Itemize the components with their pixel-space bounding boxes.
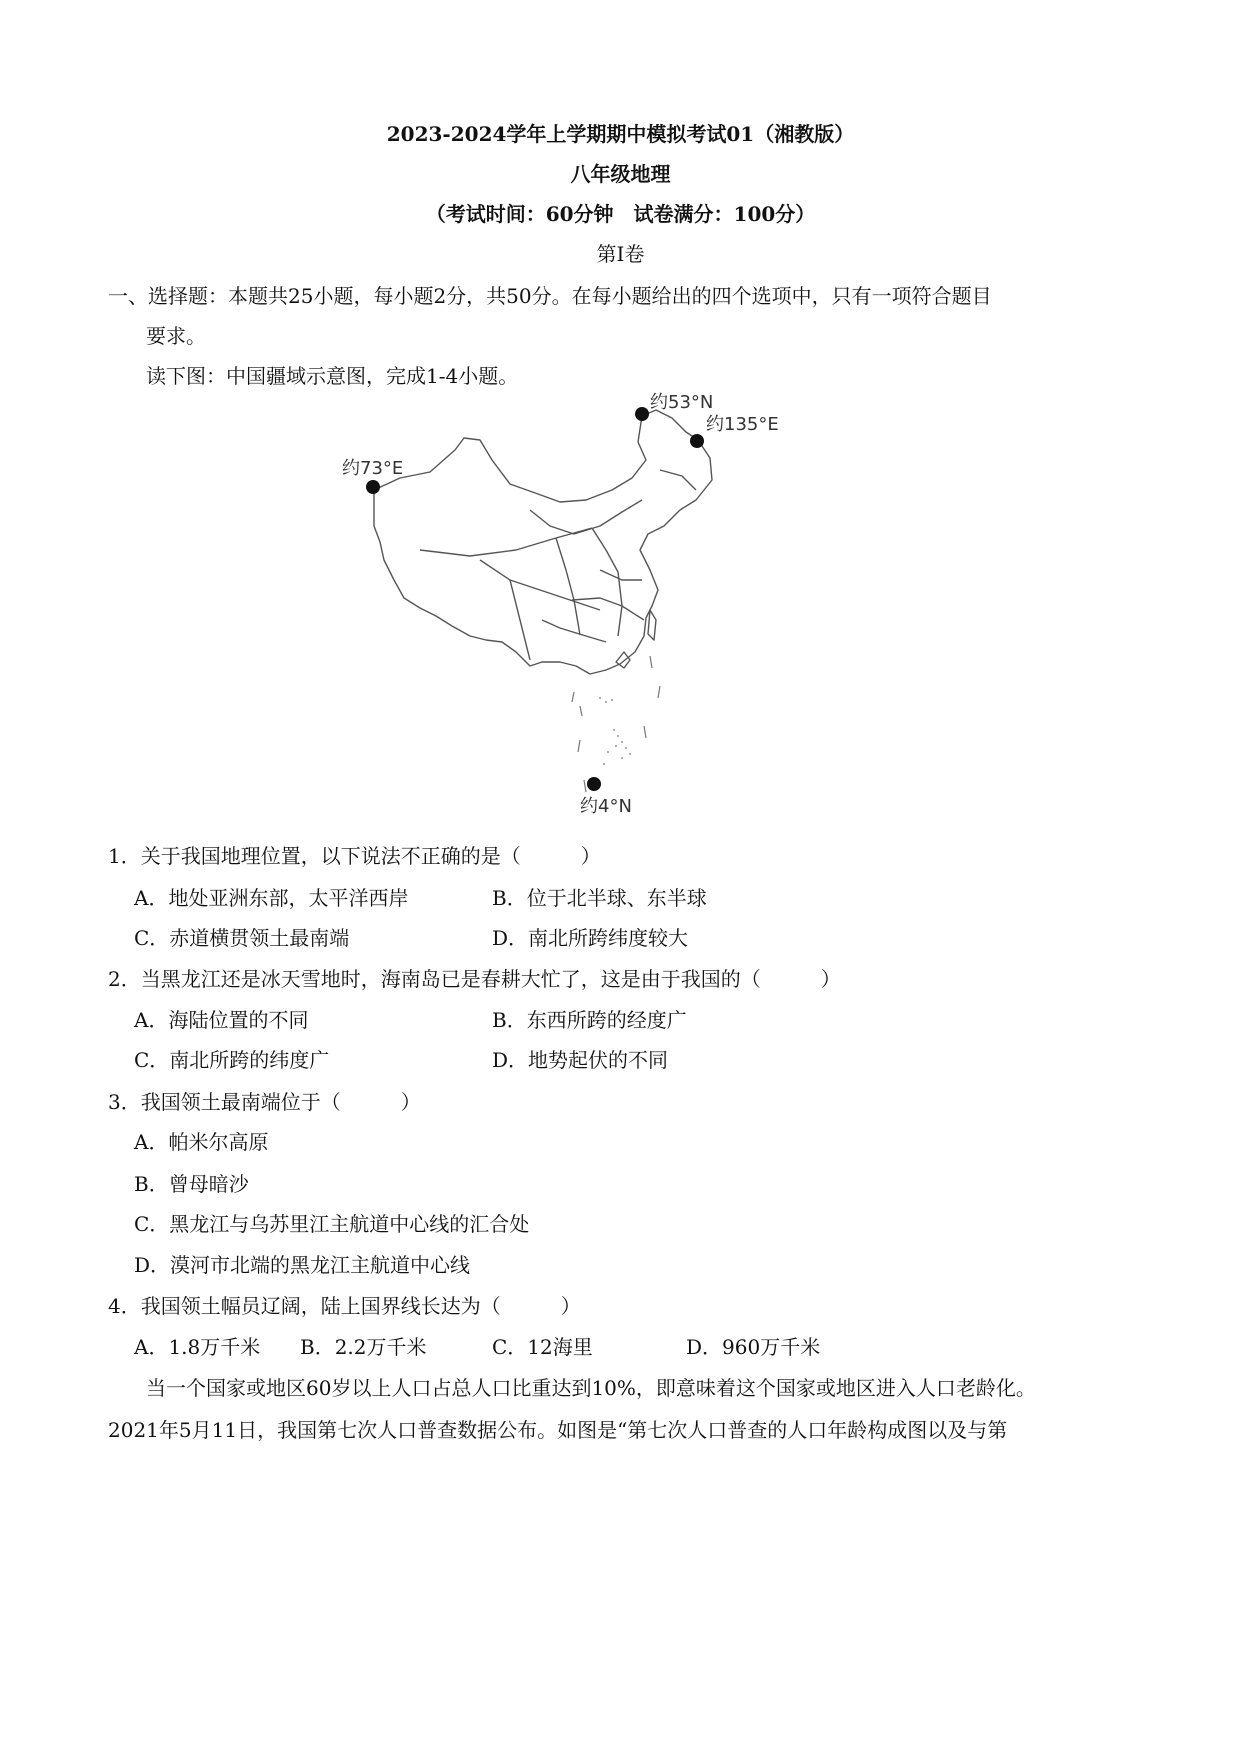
- question-1-stem: 1．关于我国地理位置，以下说法不正确的是（ ）: [108, 844, 601, 868]
- volume-heading: 第Ⅰ卷: [596, 242, 645, 266]
- question-1-option-d: D．南北所跨纬度较大: [492, 926, 689, 950]
- question-2-option-c: C．南北所跨的纬度广: [134, 1048, 330, 1072]
- question-1-option-b: B．位于北半球、东半球: [492, 886, 707, 910]
- question-1-option-a: A．地处亚洲东部，太平洋西岸: [134, 886, 409, 910]
- question-3-option-d: D．漠河市北端的黑龙江主航道中心线: [134, 1253, 471, 1277]
- south-label: 约4°N: [580, 796, 632, 817]
- question-4-option-a: A．1.8万千米: [134, 1335, 261, 1359]
- question-4-option-c: C．12海里: [492, 1335, 593, 1359]
- north-point-marker: [635, 407, 649, 421]
- question-3-option-b: B．曾母暗沙: [134, 1172, 249, 1196]
- east-label: 约135°E: [706, 414, 779, 435]
- exam-info: （考试时间：60分钟 试卷满分：100分）: [425, 202, 816, 226]
- passage-line-2: 2021年5月11日，我国第七次人口普查数据公布。如图是“第七次人口普查的人口年龄构成图以及与第: [108, 1418, 1008, 1442]
- section-instruction: 一、选择题：本题共25小题，每小题2分，共50分。在每小题给出的四个选项中，只有一项符合题目: [108, 284, 992, 308]
- question-3-option-c: C．黑龙江与乌苏里江主航道中心线的汇合处: [134, 1212, 530, 1236]
- question-2-option-d: D．地势起伏的不同: [492, 1048, 669, 1072]
- map-intro: 读下图：中国疆域示意图，完成1-4小题。: [146, 364, 519, 388]
- question-2-stem: 2．当黑龙江还是冰天雪地时，海南岛已是春耕大忙了，这是由于我国的（ ）: [108, 967, 841, 991]
- west-label: 约73°E: [342, 458, 404, 479]
- question-3-option-a: A．帕米尔高原: [134, 1130, 269, 1154]
- exam-title: 2023-2024学年上学期期中模拟考试01（湘教版）: [386, 122, 855, 146]
- east-point-marker: [690, 434, 704, 448]
- question-2-option-b: B．东西所跨的经度广: [492, 1008, 687, 1032]
- south-sea-islands: [599, 697, 631, 765]
- north-label: 约53°N: [650, 392, 714, 413]
- section-instruction-cont: 要求。: [146, 324, 206, 348]
- china-outline: [374, 410, 712, 674]
- question-2-option-a: A．海陆位置的不同: [134, 1008, 309, 1032]
- west-point-marker: [366, 480, 380, 494]
- exam-subject: 八年级地理: [570, 162, 671, 186]
- passage-line-1: 当一个国家或地区60岁以上人口占总人口比重达到10%，即意味着这个国家或地区进入人口老龄化。: [146, 1376, 1036, 1400]
- question-4-stem: 4．我国领土幅员辽阔，陆上国界线长达为（ ）: [108, 1294, 581, 1318]
- south-point-marker: [587, 777, 601, 791]
- question-3-stem: 3．我国领土最南端位于（ ）: [108, 1090, 421, 1114]
- island-dashes: [572, 656, 660, 792]
- question-4-option-b: B．2.2万千米: [300, 1335, 427, 1359]
- question-4-option-d: D．960万千米: [686, 1335, 821, 1359]
- question-1-option-c: C．赤道横贯领土最南端: [134, 926, 350, 950]
